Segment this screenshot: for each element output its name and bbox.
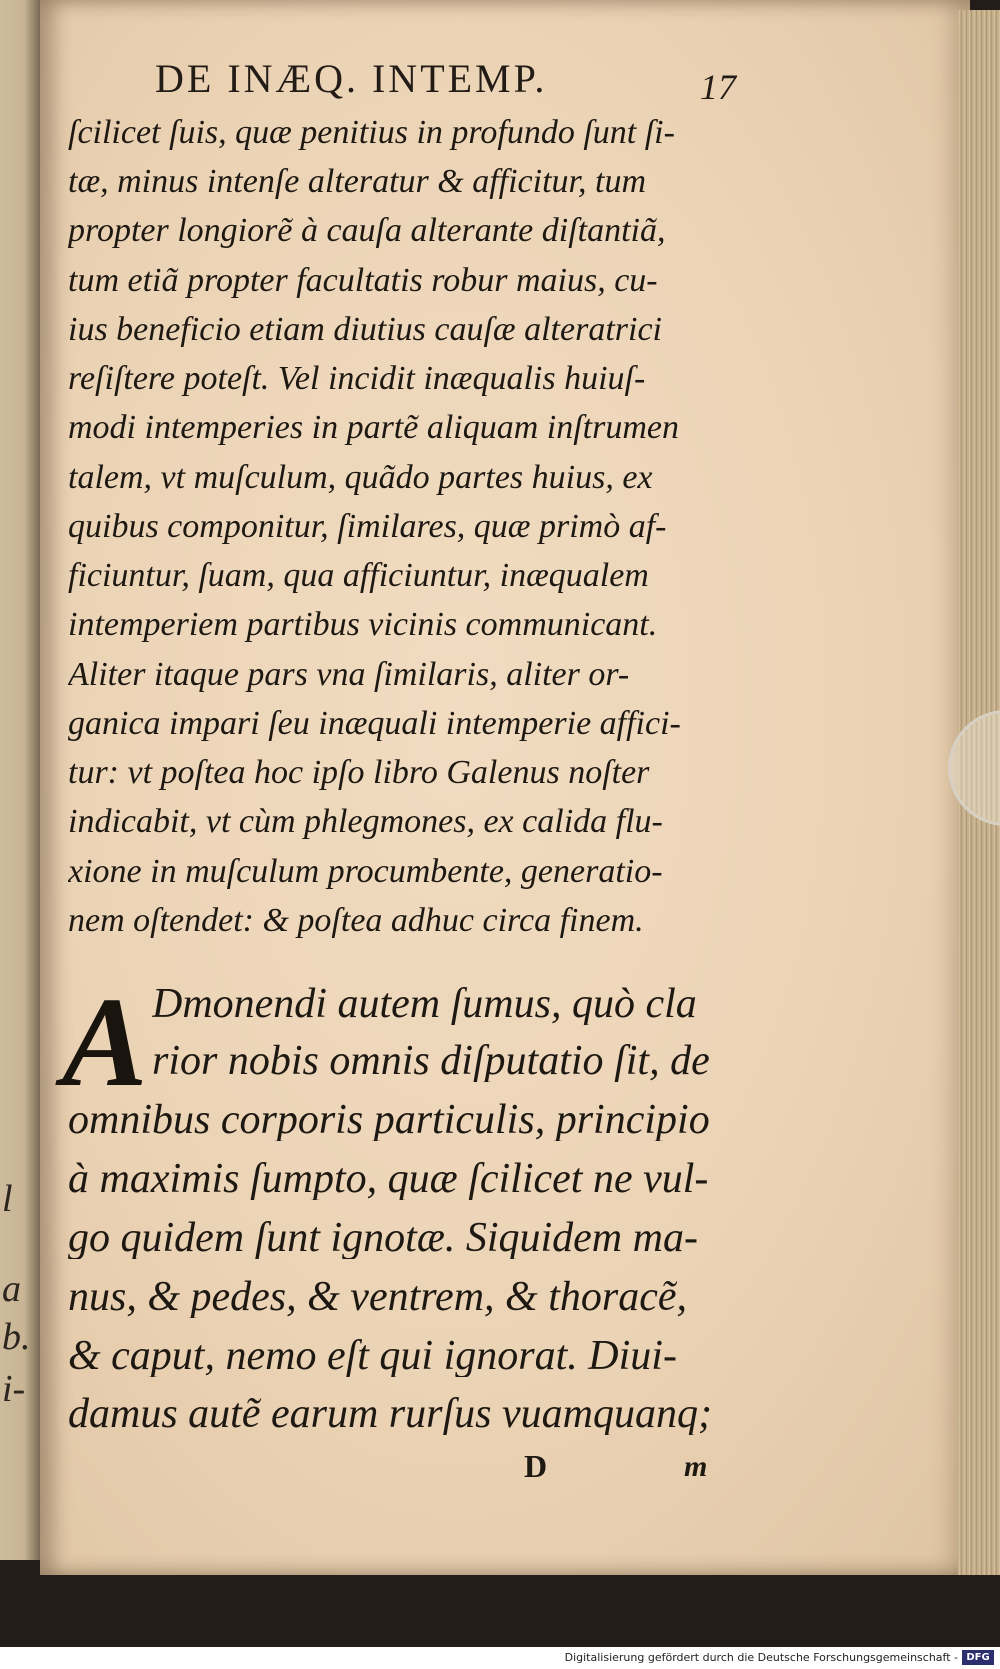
- text-line: & caput, nemo eſt qui ignorat. Diui-: [68, 1335, 677, 1377]
- margin-letter: a: [2, 1268, 21, 1310]
- text-line: tæ, minus intenſe alteratur & afficitur, tum: [68, 165, 646, 199]
- text-line: ficiuntur, ſuam, qua afficiuntur, inæqualem: [68, 559, 649, 593]
- text-line: indicabit, vt cùm phlegmones, ex calida flu-: [68, 805, 663, 839]
- text-line: xione in muſculum procumbente, generatio-: [68, 855, 663, 889]
- text-line: propter longiorẽ à cauſa alterante diſtantiã,: [68, 214, 666, 248]
- margin-letter: b.: [2, 1316, 31, 1358]
- text-line: tur: vt poſtea hoc ipſo libro Galenus noſter: [68, 756, 650, 790]
- text-line: nem oſtendet: & poſtea adhuc circa finem.: [68, 904, 644, 938]
- digitization-credit: Digitalisierung gefördert durch die Deutsche Forschungsgemeinschaft -: [564, 1651, 958, 1664]
- text-line: omnibus corporis particulis, principio: [68, 1099, 710, 1141]
- text-line: nus, & pedes, & ventrem, & thoracẽ,: [68, 1276, 687, 1318]
- text-line: à maximis ſumpto, quæ ſcilicet ne vul-: [68, 1158, 709, 1200]
- text-line: ſcilicet ſuis, quæ penitius in profundo ſunt ſi-: [68, 116, 675, 150]
- text-line: ganica impari ſeu inæquali intemperie affici-: [68, 707, 681, 741]
- text-line: reſiſtere poteſt. Vel incidit inæqualis huiuſ-: [68, 362, 646, 396]
- text-line: ius beneficio etiam diutius cauſæ alteratrici: [68, 313, 662, 347]
- text-line: damus autẽ earum rurſus vuamquanq;: [68, 1393, 712, 1435]
- text-line: modi intemperies in partẽ aliquam inſtrumen: [68, 411, 680, 445]
- text-line: quibus componitur, ſimilares, quæ primò af-: [68, 510, 667, 544]
- margin-letter: i-: [2, 1368, 26, 1410]
- running-title: DE INÆQ. INTEMP.: [155, 56, 548, 101]
- catchword: m: [684, 1450, 708, 1483]
- margin-letter: l: [2, 1178, 13, 1220]
- text-line: go quidem ſunt ignotæ. Siquidem ma-: [68, 1217, 698, 1259]
- text-line: rior nobis omnis diſputatio ſit, de: [152, 1040, 710, 1082]
- dfg-logo: DFG: [962, 1650, 994, 1665]
- facing-page-edge: [0, 0, 40, 1560]
- page-number: 17: [700, 67, 736, 107]
- text-line: Aliter itaque pars vna ſimilaris, aliter or-: [68, 658, 630, 692]
- signature-mark: D: [524, 1448, 548, 1484]
- text-line: intemperiem partibus vicinis communicant.: [68, 608, 658, 642]
- drop-cap: A: [62, 971, 148, 1113]
- text-line: talem, vt muſculum, quãdo partes huius, ex: [68, 461, 653, 495]
- text-line: tum etiã propter facultatis robur maius, cu-: [68, 264, 658, 298]
- text-line: Dmonendi autem ſumus, quò cla: [152, 983, 697, 1025]
